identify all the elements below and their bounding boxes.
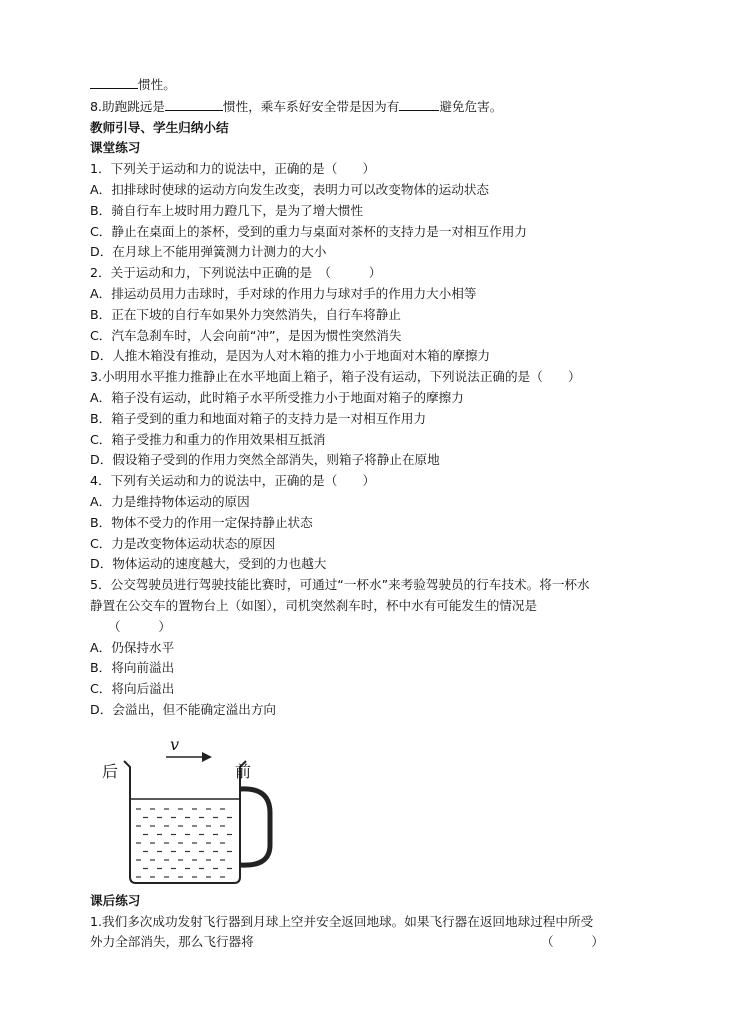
option-line: B．物体不受力的作用一定保持静止状态 [90,514,313,530]
option-line: D．人推木箱没有推动，是因为人对木箱的推力小于地面对木箱的摩擦力 [90,348,491,364]
option-line: A．排运动员用力击球时，手对球的作用力与球对手的作用力大小相等 [90,285,477,301]
option-line: C．将向后溢出 [90,681,175,697]
option-line: D．会溢出，但不能确定溢出方向 [90,701,277,717]
answer-blank[interactable] [90,74,138,89]
cup-figure [102,727,282,889]
text-fragment: 惯性。 [138,77,176,92]
option-line: A．力是维持物体运动的原因 [90,493,250,509]
question-3-stem: 3.小明用水平推力推静止在水平地面上箱子，箱子没有运动，下列说法正确的是（ ） [90,369,581,385]
option-line: B．箱子受到的重力和地面对箱子的支持力是一对相互作用力 [90,410,427,426]
option-line: C．静止在桌面上的茶杯，受到的重力与桌面对茶杯的支持力是一对相互作用力 [90,223,527,239]
section-heading-homework: 课后练习 [90,892,141,908]
document-page [90,74,690,953]
text-fragment: 外力全部消失，那么飞行器将 [90,934,254,950]
text-fragment: 惯性，乘车系好安全带是因为有 [223,98,400,114]
option-line: B．骑自行车上坡时用力蹬几下，是为了增大惯性 [90,202,364,218]
answer-paren: （ ） [108,618,171,634]
option-line: C．汽车急刹车时，人会向前“冲”，是因为惯性突然消失 [90,327,402,343]
option-line: A．箱子没有运动，此时箱子水平所受推力小于地面对箱子的摩擦力 [90,389,464,405]
text-fragment: 避免危害。 [439,98,503,114]
option-line: A．仍保持水平 [90,639,175,655]
answer-blank[interactable] [399,96,439,111]
question-1-stem: 1．下列关于运动和力的说法中，正确的是（ ） [90,161,376,177]
option-line: D．在月球上不能用弹簧测力计测力的大小 [90,244,327,260]
homework-q1-line1: 1.我们多次成功发射飞行器到月球上空并安全返回地球。如果飞行器在返回地球过程中所受 [90,913,594,929]
answer-blank[interactable] [165,96,223,111]
option-line: A．扣排球时使球的运动方向发生改变，表明力可以改变物体的运动状态 [90,181,490,197]
text-fragment: 8.助跑跳远是 [90,98,165,114]
question-5-stem: 5．公交驾驶员进行驾驶技能比赛时，可通过“一杯水”来考验驾驶员的行车技术。将一杯水 [90,577,590,593]
question-4-stem: 4．下列有关运动和力的说法中，正确的是（ ） [90,473,376,489]
option-line: C．箱子受推力和重力的作用效果相互抵消 [90,431,326,447]
homework-q1-line2 [90,932,690,953]
option-line: D．物体运动的速度越大，受到的力也越大 [90,556,327,572]
question-2-stem: 2．关于运动和力，下列说法中正确的是 （ ） [90,265,382,281]
label-front: 前 [235,761,252,781]
label-back: 后 [102,761,119,781]
answer-paren: （ ） [541,934,604,950]
option-line: D．假设箱子受到的作用力突然全部消失，则箱子将静止在原地 [90,452,440,468]
section-heading-summary: 教师引导、学生归纳小结 [90,119,229,135]
option-line: B．正在下坡的自行车如果外力突然消失，自行车将静止 [90,306,401,322]
question-5-stem-cont: 静置在公交车的置物台上（如图），司机突然刹车时，杯中水有可能发生的情况是 [90,597,538,613]
velocity-label: v [170,734,180,754]
question-8-line [90,96,690,118]
cup-drawing [102,727,282,889]
section-heading-classwork: 课堂练习 [90,140,141,156]
option-line: B．将向前溢出 [90,660,175,676]
option-line: C．力是改变物体运动状态的原因 [90,535,276,551]
text-line [90,74,690,96]
